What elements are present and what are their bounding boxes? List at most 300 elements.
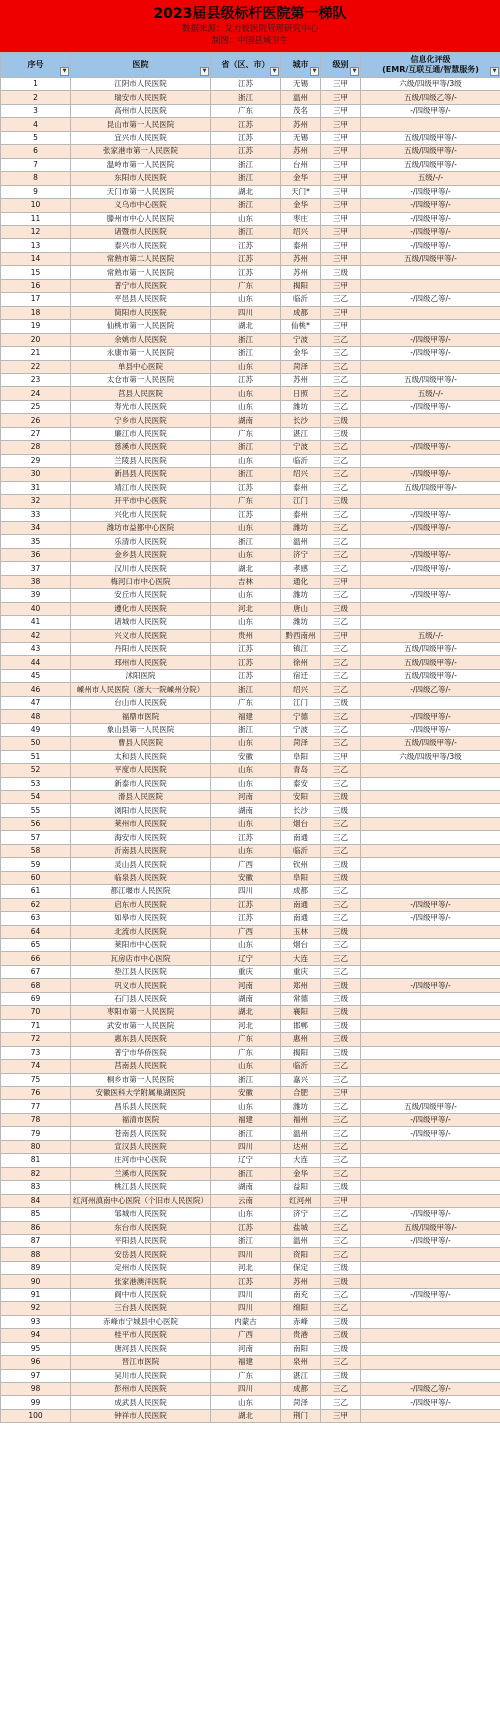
- hospital-cell: 天门市第一人民医院: [71, 185, 211, 198]
- city-cell: 邯郸: [281, 1019, 321, 1032]
- city-cell: 临沂: [281, 454, 321, 467]
- it-rating-cell: -/四级甲等/-: [361, 589, 500, 602]
- province-cell: 湖南: [211, 992, 281, 1005]
- province-cell: 江苏: [211, 656, 281, 669]
- city-cell: 南通: [281, 831, 321, 844]
- level-cell: 三级: [321, 1019, 361, 1032]
- page-title: 2023届县级标杆医院第一梯队: [153, 6, 347, 22]
- level-cell: 三级: [321, 696, 361, 709]
- table-row: [1, 1140, 500, 1153]
- province-cell: 安徽: [211, 1086, 281, 1099]
- province-cell: 湖南: [211, 804, 281, 817]
- it-rating-cell: [361, 1181, 500, 1194]
- filter-dropdown-icon[interactable]: ▼: [490, 67, 499, 76]
- level-cell: 三乙: [321, 1234, 361, 1247]
- hospital-cell: 宜兴市人民医院: [71, 131, 211, 144]
- col-header-hospital[interactable]: 医院 ▼: [71, 53, 211, 78]
- hospital-cell: 昆山市第一人民医院: [71, 118, 211, 131]
- hospital-cell: 东阳市人民医院: [71, 172, 211, 185]
- level-cell: 三级: [321, 414, 361, 427]
- level-cell: 三乙: [321, 1100, 361, 1113]
- it-rating-cell: [361, 1167, 500, 1180]
- table-row: [1, 414, 500, 427]
- level-cell: 三乙: [321, 1060, 361, 1073]
- table-row: [1, 992, 500, 1005]
- city-cell: 钦州: [281, 858, 321, 871]
- it-rating-cell: [361, 1019, 500, 1032]
- hospital-cell: 汉川市人民医院: [71, 562, 211, 575]
- province-cell: 湖北: [211, 1409, 281, 1422]
- hospital-cell: 遵化市人民医院: [71, 602, 211, 615]
- city-cell: 绵阳: [281, 1302, 321, 1315]
- level-cell: 三乙: [321, 710, 361, 723]
- hospital-cell: 宣汉县人民医院: [71, 1140, 211, 1153]
- city-cell: 泰州: [281, 239, 321, 252]
- province-cell: 福建: [211, 1113, 281, 1126]
- it-rating-cell: [361, 1356, 500, 1369]
- city-cell: 黔西南州: [281, 629, 321, 642]
- hospital-cell: 太和县人民医院: [71, 750, 211, 763]
- hospital-cell: 三台县人民医院: [71, 1302, 211, 1315]
- it-rating-cell: -/四级甲等/-: [361, 199, 500, 212]
- it-rating-cell: [361, 831, 500, 844]
- level-cell: 三乙: [321, 347, 361, 360]
- province-cell: 湖南: [211, 1181, 281, 1194]
- rank-cell: 8: [1, 172, 71, 185]
- it-rating-cell: -/四级甲等/-: [361, 347, 500, 360]
- city-cell: 菏泽: [281, 737, 321, 750]
- level-cell: 三乙: [321, 844, 361, 857]
- table-row: [1, 562, 500, 575]
- level-cell: 三乙: [321, 1127, 361, 1140]
- table-row: [1, 696, 500, 709]
- rank-cell: 79: [1, 1127, 71, 1140]
- table-row: [1, 508, 500, 521]
- it-rating-cell: 五级/四级甲等/-: [361, 737, 500, 750]
- hospital-cell: 安丘市人民医院: [71, 589, 211, 602]
- table-row: [1, 1019, 500, 1032]
- hospital-cell: 温岭市第一人民医院: [71, 158, 211, 171]
- hospital-cell: 东台市人民医院: [71, 1221, 211, 1234]
- rank-cell: 99: [1, 1396, 71, 1409]
- city-cell: 绍兴: [281, 225, 321, 238]
- level-cell: 三乙: [321, 293, 361, 306]
- level-cell: 三甲: [321, 185, 361, 198]
- filter-dropdown-icon[interactable]: ▼: [310, 67, 319, 76]
- filter-dropdown-icon[interactable]: ▼: [350, 67, 359, 76]
- city-cell: 无锡: [281, 131, 321, 144]
- province-cell: 山东: [211, 817, 281, 830]
- rank-cell: 61: [1, 885, 71, 898]
- hospital-cell: 高州市人民医院: [71, 104, 211, 117]
- level-cell: 三乙: [321, 535, 361, 548]
- province-cell: 山东: [211, 939, 281, 952]
- table-row: [1, 1275, 500, 1288]
- rank-cell: 66: [1, 952, 71, 965]
- city-cell: 烟台: [281, 817, 321, 830]
- level-cell: 三级: [321, 1315, 361, 1328]
- province-cell: 江苏: [211, 643, 281, 656]
- hospital-cell: 诸城市人民医院: [71, 616, 211, 629]
- table-row: [1, 91, 500, 104]
- province-cell: 山东: [211, 844, 281, 857]
- hospital-cell: 曹县人民医院: [71, 737, 211, 750]
- level-cell: 三甲: [321, 1409, 361, 1422]
- hospital-cell: 都江堰市人民医院: [71, 885, 211, 898]
- province-cell: 江苏: [211, 78, 281, 91]
- rank-cell: 21: [1, 347, 71, 360]
- table-row: [1, 1113, 500, 1126]
- city-cell: 泰安: [281, 777, 321, 790]
- city-cell: 温州: [281, 1127, 321, 1140]
- rank-cell: 89: [1, 1261, 71, 1274]
- rank-cell: 4: [1, 118, 71, 131]
- level-cell: 三级: [321, 1342, 361, 1355]
- hospital-cell: 赤峰市宁城县中心医院: [71, 1315, 211, 1328]
- province-cell: 湖北: [211, 562, 281, 575]
- level-cell: 三乙: [321, 939, 361, 952]
- rank-cell: 65: [1, 939, 71, 952]
- level-cell: 三甲: [321, 212, 361, 225]
- hospital-cell: 滑县人民医院: [71, 791, 211, 804]
- hospital-cell: 潍坊市益都中心医院: [71, 521, 211, 534]
- city-cell: 赤峰: [281, 1315, 321, 1328]
- hospital-cell: 瓦房店市中心医院: [71, 952, 211, 965]
- city-cell: 苏州: [281, 373, 321, 386]
- rank-cell: 58: [1, 844, 71, 857]
- hospital-cell: 邳州市人民医院: [71, 656, 211, 669]
- table-row: [1, 1181, 500, 1194]
- city-cell: 宁波: [281, 333, 321, 346]
- province-cell: 山东: [211, 548, 281, 561]
- it-rating-cell: [361, 992, 500, 1005]
- table-row: [1, 1100, 500, 1113]
- rank-cell: 68: [1, 979, 71, 992]
- rank-cell: 71: [1, 1019, 71, 1032]
- province-cell: 广东: [211, 1046, 281, 1059]
- table-row: [1, 1154, 500, 1167]
- city-cell: 常德: [281, 992, 321, 1005]
- rank-cell: 96: [1, 1356, 71, 1369]
- level-cell: 三乙: [321, 952, 361, 965]
- it-rating-cell: [361, 1086, 500, 1099]
- province-cell: 四川: [211, 1382, 281, 1395]
- level-cell: 三乙: [321, 562, 361, 575]
- rank-cell: 42: [1, 629, 71, 642]
- rank-cell: 13: [1, 239, 71, 252]
- col-header-province[interactable]: 省（区、市） ▼: [211, 53, 281, 78]
- level-cell: 三级: [321, 925, 361, 938]
- it-rating-cell: -/四级甲等/-: [361, 898, 500, 911]
- province-cell: 山东: [211, 360, 281, 373]
- city-cell: 潍坊: [281, 616, 321, 629]
- hospital-cell: 莱州市人民医院: [71, 817, 211, 830]
- level-cell: 三乙: [321, 481, 361, 494]
- city-cell: 烟台: [281, 939, 321, 952]
- title-banner: [0, 0, 500, 52]
- province-cell: 山东: [211, 589, 281, 602]
- province-cell: 湖北: [211, 185, 281, 198]
- it-rating-cell: 五级/四级甲等/-: [361, 1221, 500, 1234]
- hospital-cell: 常熟市第一人民医院: [71, 266, 211, 279]
- it-rating-cell: [361, 1342, 500, 1355]
- it-rating-cell: [361, 360, 500, 373]
- it-rating-cell: 五级/四级甲等/-: [361, 481, 500, 494]
- level-cell: 三甲: [321, 131, 361, 144]
- level-cell: 三乙: [321, 1140, 361, 1153]
- rank-cell: 64: [1, 925, 71, 938]
- it-rating-cell: 五级/-/-: [361, 172, 500, 185]
- rank-cell: 86: [1, 1221, 71, 1234]
- table-row: [1, 1073, 500, 1086]
- it-rating-cell: -/四级甲等/-: [361, 562, 500, 575]
- level-cell: 三甲: [321, 1194, 361, 1207]
- province-cell: 广东: [211, 1033, 281, 1046]
- table-row: [1, 1194, 500, 1207]
- table-row: [1, 333, 500, 346]
- rank-cell: 92: [1, 1302, 71, 1315]
- hospital-cell: 海安市人民医院: [71, 831, 211, 844]
- rank-cell: 31: [1, 481, 71, 494]
- table-row: [1, 791, 500, 804]
- level-cell: 三乙: [321, 441, 361, 454]
- table-row: [1, 1208, 500, 1221]
- hospital-cell: 泰兴市人民医院: [71, 239, 211, 252]
- it-rating-cell: [361, 1409, 500, 1422]
- rank-cell: 49: [1, 723, 71, 736]
- hospital-cell: 太仓市第一人民医院: [71, 373, 211, 386]
- province-cell: 四川: [211, 1288, 281, 1301]
- level-cell: 三级: [321, 266, 361, 279]
- city-cell: 苏州: [281, 145, 321, 158]
- province-cell: 浙江: [211, 468, 281, 481]
- table-row: [1, 885, 500, 898]
- province-cell: 浙江: [211, 225, 281, 238]
- hospital-cell: 金乡县人民医院: [71, 548, 211, 561]
- hospital-cell: 唐河县人民医院: [71, 1342, 211, 1355]
- hospital-cell: 苍南县人民医院: [71, 1127, 211, 1140]
- city-cell: 徐州: [281, 656, 321, 669]
- hospital-cell: 灵山县人民医院: [71, 858, 211, 871]
- level-cell: 三乙: [321, 1382, 361, 1395]
- table-row: [1, 575, 500, 588]
- hospital-cell: 福清市医院: [71, 1113, 211, 1126]
- it-rating-cell: [361, 602, 500, 615]
- province-cell: 浙江: [211, 441, 281, 454]
- rank-cell: 54: [1, 791, 71, 804]
- rank-cell: 55: [1, 804, 71, 817]
- city-cell: 贵港: [281, 1329, 321, 1342]
- it-rating-cell: -/四级甲等/-: [361, 1113, 500, 1126]
- rank-cell: 77: [1, 1100, 71, 1113]
- table-row: [1, 454, 500, 467]
- level-cell: 三乙: [321, 508, 361, 521]
- level-cell: 三乙: [321, 1396, 361, 1409]
- it-rating-cell: 五级/四级甲等/-: [361, 669, 500, 682]
- level-cell: 三乙: [321, 360, 361, 373]
- table-row: [1, 293, 500, 306]
- city-cell: 阜阳: [281, 871, 321, 884]
- level-cell: 三乙: [321, 912, 361, 925]
- province-cell: 福建: [211, 1356, 281, 1369]
- hospital-cell: 诸暨市人民医院: [71, 225, 211, 238]
- level-cell: 三乙: [321, 723, 361, 736]
- filter-dropdown-icon[interactable]: ▼: [270, 67, 279, 76]
- it-rating-cell: [361, 616, 500, 629]
- rank-cell: 57: [1, 831, 71, 844]
- province-cell: 江苏: [211, 118, 281, 131]
- rank-cell: 73: [1, 1046, 71, 1059]
- table-row: [1, 347, 500, 360]
- table-row: [1, 252, 500, 265]
- table-row: [1, 360, 500, 373]
- city-cell: 成都: [281, 306, 321, 319]
- city-cell: 嘉兴: [281, 1073, 321, 1086]
- hospital-cell: 邹城市人民医院: [71, 1208, 211, 1221]
- province-cell: 山东: [211, 764, 281, 777]
- table-row: [1, 710, 500, 723]
- rank-cell: 51: [1, 750, 71, 763]
- rank-cell: 29: [1, 454, 71, 467]
- city-cell: 菏泽: [281, 360, 321, 373]
- level-cell: 三级: [321, 871, 361, 884]
- city-cell: 临沂: [281, 844, 321, 857]
- level-cell: 三乙: [321, 656, 361, 669]
- rank-cell: 10: [1, 199, 71, 212]
- hospital-cell: 单县中心医院: [71, 360, 211, 373]
- rank-cell: 26: [1, 414, 71, 427]
- table-row: [1, 185, 500, 198]
- table-row: [1, 172, 500, 185]
- rank-cell: 70: [1, 1006, 71, 1019]
- rank-cell: 48: [1, 710, 71, 723]
- table-row: [1, 104, 500, 117]
- rank-cell: 24: [1, 387, 71, 400]
- hospital-cell: 昌乐县人民医院: [71, 1100, 211, 1113]
- it-rating-cell: -/四级甲等/-: [361, 508, 500, 521]
- city-cell: 益阳: [281, 1181, 321, 1194]
- table-row: [1, 925, 500, 938]
- hospital-cell: 平邑县人民医院: [71, 293, 211, 306]
- rank-cell: 34: [1, 521, 71, 534]
- col-header-city[interactable]: 城市 ▼: [281, 53, 321, 78]
- province-cell: 河南: [211, 979, 281, 992]
- it-rating-cell: -/四级乙等/-: [361, 683, 500, 696]
- rank-cell: 19: [1, 320, 71, 333]
- col-header-it-rating[interactable]: 信息化评级 (EMR/互联互通/智慧服务) ▼: [361, 53, 500, 78]
- rank-cell: 18: [1, 306, 71, 319]
- province-cell: 湖北: [211, 1006, 281, 1019]
- level-cell: 三乙: [321, 1167, 361, 1180]
- city-cell: 天门*: [281, 185, 321, 198]
- level-cell: 三甲: [321, 306, 361, 319]
- rank-cell: 72: [1, 1033, 71, 1046]
- it-rating-cell: 五级/-/-: [361, 387, 500, 400]
- hospital-cell: 仙桃市第一人民医院: [71, 320, 211, 333]
- city-cell: 青岛: [281, 764, 321, 777]
- city-cell: 潍坊: [281, 1100, 321, 1113]
- table-row: [1, 1234, 500, 1247]
- city-cell: 通化: [281, 575, 321, 588]
- hospital-cell: 平阳县人民医院: [71, 1234, 211, 1247]
- level-cell: 三乙: [321, 548, 361, 561]
- col-header-rank[interactable]: 序号 ▼: [1, 53, 71, 78]
- rank-cell: 32: [1, 495, 71, 508]
- hospital-cell: 北流市人民医院: [71, 925, 211, 938]
- rank-cell: 80: [1, 1140, 71, 1153]
- level-cell: 三级: [321, 1369, 361, 1382]
- it-rating-cell: [361, 1140, 500, 1153]
- city-cell: 长沙: [281, 804, 321, 817]
- province-cell: 山东: [211, 293, 281, 306]
- city-cell: 枣庄: [281, 212, 321, 225]
- level-cell: 三乙: [321, 373, 361, 386]
- level-cell: 三乙: [321, 669, 361, 682]
- city-cell: 泉州: [281, 1356, 321, 1369]
- table-row: [1, 78, 500, 91]
- table-row: [1, 1315, 500, 1328]
- it-rating-cell: 六级/四级甲等/3级: [361, 750, 500, 763]
- rank-cell: 69: [1, 992, 71, 1005]
- it-rating-cell: -/四级甲等/-: [361, 1208, 500, 1221]
- rank-cell: 11: [1, 212, 71, 225]
- city-cell: 苏州: [281, 118, 321, 131]
- rank-cell: 46: [1, 683, 71, 696]
- province-cell: 山东: [211, 387, 281, 400]
- hospital-cell: 义乌市中心医院: [71, 199, 211, 212]
- city-cell: 南阳: [281, 1342, 321, 1355]
- province-cell: 河南: [211, 1342, 281, 1355]
- it-rating-cell: 五级/四级甲等/-: [361, 131, 500, 144]
- city-cell: 泰州: [281, 508, 321, 521]
- it-rating-cell: [361, 791, 500, 804]
- table-row: [1, 1086, 500, 1099]
- hospital-cell: 彭州市人民医院: [71, 1382, 211, 1395]
- rank-cell: 97: [1, 1369, 71, 1382]
- hospital-cell: 莱阳市中心医院: [71, 939, 211, 952]
- table-row: [1, 817, 500, 830]
- rank-cell: 85: [1, 1208, 71, 1221]
- it-rating-cell: [361, 1194, 500, 1207]
- level-cell: 三甲: [321, 575, 361, 588]
- city-cell: 襄阳: [281, 1006, 321, 1019]
- it-rating-cell: -/四级甲等/-: [361, 400, 500, 413]
- level-cell: 三乙: [321, 468, 361, 481]
- col-header-level[interactable]: 级别 ▼: [321, 53, 361, 78]
- hospital-cell: 成武县人民医院: [71, 1396, 211, 1409]
- province-cell: 浙江: [211, 158, 281, 171]
- level-cell: 三级: [321, 804, 361, 817]
- rank-cell: 39: [1, 589, 71, 602]
- hospital-cell: 垫江县人民医院: [71, 965, 211, 978]
- level-cell: 三级: [321, 495, 361, 508]
- level-cell: 三级: [321, 602, 361, 615]
- table-row: [1, 858, 500, 871]
- level-cell: 三级: [321, 1033, 361, 1046]
- hospital-cell: 寿光市人民医院: [71, 400, 211, 413]
- filter-dropdown-icon[interactable]: ▼: [60, 67, 69, 76]
- rank-cell: 23: [1, 373, 71, 386]
- province-cell: 江苏: [211, 252, 281, 265]
- level-cell: 三甲: [321, 279, 361, 292]
- province-cell: 浙江: [211, 1167, 281, 1180]
- city-cell: 郑州: [281, 979, 321, 992]
- city-cell: 茂名: [281, 104, 321, 117]
- hospital-cell: 临泉县人民医院: [71, 871, 211, 884]
- filter-dropdown-icon[interactable]: ▼: [200, 67, 209, 76]
- table-row: [1, 320, 500, 333]
- table-row: [1, 1221, 500, 1234]
